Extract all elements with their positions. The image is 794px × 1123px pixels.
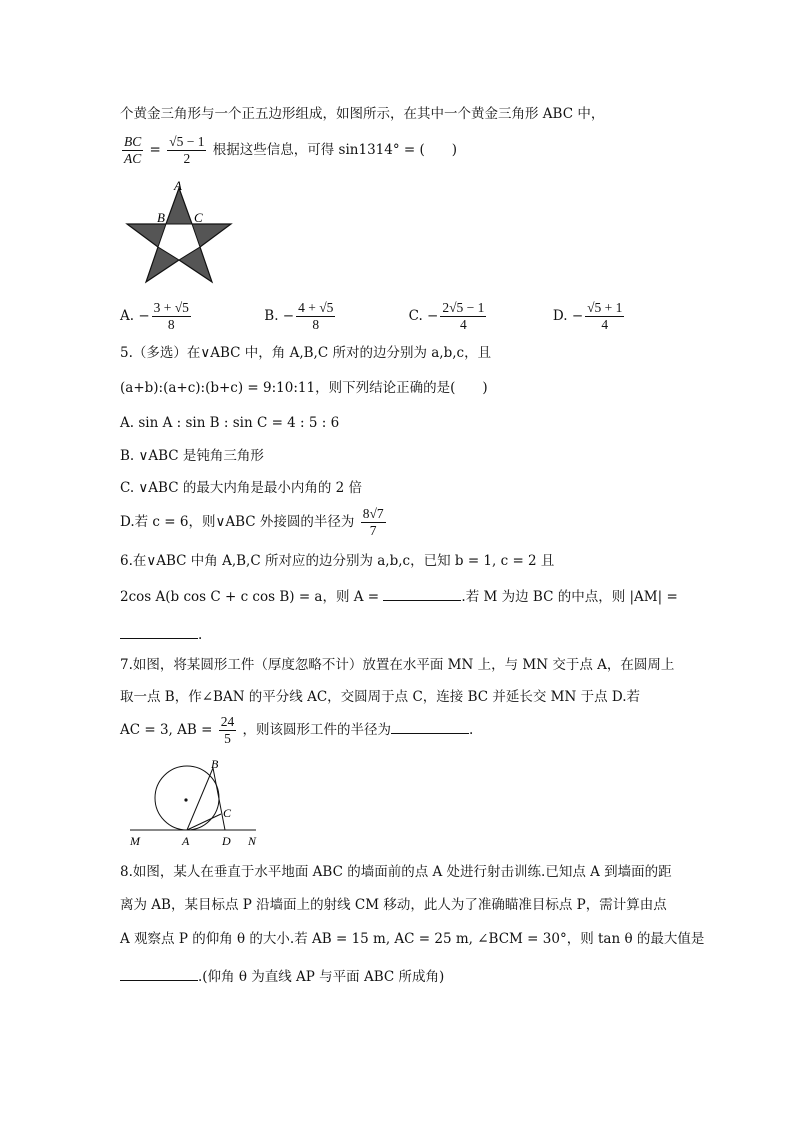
q4-option-b-label: B. −: [264, 308, 295, 324]
q4-option-c-num: 2√5 − 1: [442, 300, 485, 315]
q5-option-d-num: 8√7: [362, 506, 384, 521]
q4-option-d-num: √5 + 1: [587, 300, 623, 315]
q7-line3-end: .: [469, 722, 474, 738]
fig-label-M: M: [130, 834, 140, 848]
circle-workpiece-figure: [124, 758, 274, 850]
q4-option-c-label: C. −: [408, 308, 439, 324]
q6-line3: [120, 624, 202, 645]
q4-line2-text: 根据这些信息，可得 sin1314° = ( ): [212, 142, 458, 158]
pentagram-figure: [124, 178, 236, 284]
q4-frac-lhs-den: AC: [124, 151, 142, 166]
fig-label-B: B: [211, 758, 219, 771]
q4-line2: $\frac{BC}{AC}$ = $\frac{√5 - 1}{2}$ 根据这些信息，可得 sin1314° = ( ): [124, 134, 458, 166]
q5-option-d[interactable]: [120, 506, 388, 539]
q7-line3: [120, 714, 473, 747]
q4-option-a[interactable]: [120, 300, 260, 333]
q4-option-c[interactable]: [409, 300, 549, 333]
segment-ac: [187, 814, 221, 830]
fig-label-N: N: [248, 834, 257, 848]
fig-label-D: D: [222, 834, 231, 848]
q8-line4-text: .(仰角 θ 为直线 AP 与平面 ABC 所成角): [198, 969, 445, 985]
q7-line3-pre: AC = 3, AB =: [120, 722, 213, 738]
q4-option-b-den: 8: [312, 317, 320, 332]
q6-line2: [120, 586, 678, 607]
q4-option-a-num: 3 + √5: [153, 300, 189, 315]
q4-option-b[interactable]: [264, 300, 404, 333]
fig-label-A: A: [174, 178, 182, 193]
q4-option-c-den: 4: [459, 317, 467, 332]
q7-answer-blank[interactable]: [391, 719, 469, 734]
q4-option-d-label: D. −: [552, 308, 584, 324]
fig-label-B: B: [157, 210, 165, 225]
q5-option-d-text: D.若 c = 6，则∨ABC 外接圆的半径为: [120, 514, 355, 530]
q4-option-d-den: 4: [601, 317, 609, 332]
q7-line1: 7.如图，将某圆形工件（厚度忽略不计）放置在水平面 MN 上，与 MN 交于点 A，在圆周上: [120, 657, 675, 673]
fig-label-A: A: [182, 834, 190, 848]
q4-frac-lhs-num: BC: [124, 134, 142, 149]
q4-frac-lhs: [122, 134, 143, 167]
q7-line3-num: 24: [220, 714, 235, 729]
q6-line3-end: .: [198, 627, 203, 643]
q4-option-b-num: 4 + √5: [298, 300, 334, 315]
circle-center-dot: [184, 798, 187, 801]
q5-line1: 5.（多选）在∨ABC 中，角 A,B,C 所对的边分别为 a,b,c，且: [120, 345, 492, 361]
q6-answer-blank-1[interactable]: [383, 586, 461, 601]
q7-line3-post: ，则该圆形工件的半径为: [242, 722, 392, 738]
q7-line3-den: 5: [224, 731, 231, 746]
q4-line1: 个黄金三角形与一个正五边形组成，如图所示，在其中一个黄金三角形 ABC 中，: [120, 106, 605, 122]
q4-frac-rhs: [167, 134, 206, 167]
segment-bd: [213, 768, 225, 830]
q5-option-a[interactable]: A. sin A : sin B : sin C = 4 : 5 : 6: [120, 415, 340, 431]
fig-label-C: C: [223, 806, 232, 820]
q8-line3: A 观察点 P 的仰角 θ 的大小.若 AB = 15 m, AC = 25 m, ∠BCM = 30°，则 tan θ 的最大值是: [120, 931, 705, 947]
q8-line4: [120, 966, 444, 987]
q6-line2-pre: 2cos A(b cos C + c cos B) = a，则 A =: [120, 589, 380, 605]
q4-frac-rhs-num: √5 − 1: [169, 134, 205, 149]
q8-line2: 离为 AB，某目标点 P 沿墙面上的射线 CM 移动，此人为了准确瞄准目标点 P，需计算由点: [120, 897, 667, 913]
q4-options: [120, 300, 693, 333]
q8-line1: 8.如图，某人在垂直于水平地面 ABC 的墙面前的点 A 处进行射击训练.已知点 A 到墙面的距: [120, 864, 672, 880]
q6-line1: 6.在∨ABC 中角 A,B,C 所对应的边分别为 a,b,c，已知 b = 1, c = 2 且: [120, 553, 555, 569]
q6-answer-blank-2[interactable]: [120, 624, 198, 639]
q4-option-a-label: A. −: [120, 308, 150, 324]
q4-option-a-den: 8: [167, 317, 175, 332]
q5-line2: (a+b):(a+c):(b+c) = 9:10:11，则下列结论正确的是( ): [120, 380, 488, 396]
q5-option-c[interactable]: C. ∨ABC 的最大内角是最小内角的 2 倍: [120, 480, 363, 496]
q6-line2-mid: .若 M 为边 BC 的中点，则 |AM| =: [461, 589, 678, 605]
q4-frac-rhs-den: 2: [183, 151, 191, 166]
q8-answer-blank[interactable]: [120, 966, 198, 981]
q5-option-b[interactable]: B. ∨ABC 是钝角三角形: [120, 448, 264, 464]
q4-option-d[interactable]: [553, 300, 693, 333]
q5-option-d-den: 7: [369, 523, 377, 538]
fig-label-C: C: [194, 210, 203, 225]
q7-line2: 取一点 B，作∠BAN 的平分线 AC，交圆周于点 C，连接 BC 并延长交 MN 于点 D.若: [120, 689, 641, 705]
